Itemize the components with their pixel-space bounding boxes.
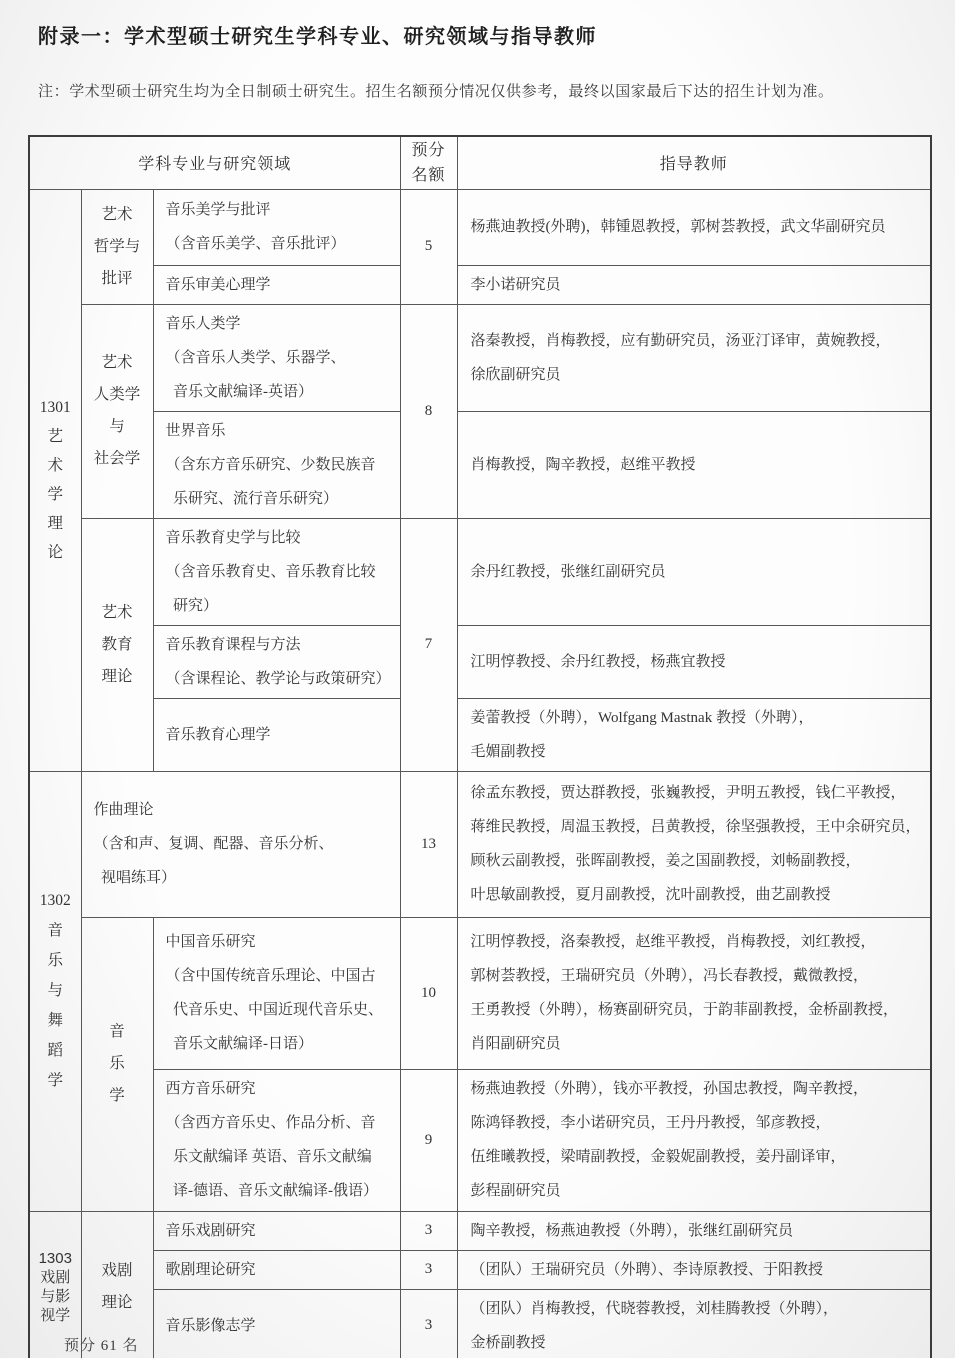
text-line: 歌剧理论研究 — [165, 1261, 256, 1278]
text-line: 世界音乐 — [165, 422, 226, 439]
text-line: 肖阳副研究员 — [470, 1036, 561, 1052]
advisor-cell — [457, 917, 931, 1069]
text-line: 西方音乐研究 — [165, 1081, 256, 1097]
table-row — [29, 1211, 931, 1250]
text-line: 毛媚副教授 — [470, 743, 546, 760]
text-line: 音乐文献编译-日语） — [165, 1036, 313, 1052]
research-area-cell — [153, 917, 400, 1069]
note-text: 注：学术型硕士研究生均为全日制硕士研究生。招生名额预分情况仅供参考，最终以国家最后下达的招生计划为准。 — [38, 84, 834, 100]
research-area-cell — [153, 189, 400, 265]
advisor-cell — [457, 518, 931, 625]
table-row — [29, 189, 931, 265]
program-advisor-table — [28, 135, 932, 1358]
text-line: 蒋维民教授，周温玉教授，吕黄教授，徐坚强教授，王中余研究员， — [470, 819, 921, 835]
text-line: 徐欣副研究员 — [470, 366, 561, 383]
text-line: 杨燕迪教授(外聘)，韩锺恩教授，郭树荟教授，武文华副研究员 — [470, 219, 886, 235]
text-line: 哲学与 — [93, 237, 141, 255]
group-name-cell — [81, 304, 153, 518]
footer-quota-total: 预分 61 名 — [64, 1338, 139, 1354]
text-line: 伍维曦教授，梁晴副教授，金毅妮副教授，姜丹副译审， — [470, 1149, 846, 1165]
text-line: 余丹红教授，张继红副研究员 — [470, 563, 666, 580]
text-line: 学 — [109, 1087, 125, 1104]
advisor-cell — [457, 411, 931, 518]
text-line: （含东方音乐研究、少数民族音 — [165, 456, 376, 473]
text-line: 视学 — [40, 1306, 71, 1324]
advisor-cell — [457, 189, 931, 265]
quota-cell: 13 — [400, 771, 457, 917]
text-line: 陈鸿铎教授，李小诺研究员，王丹丹教授，邹彦教授， — [470, 1115, 831, 1131]
text-line: 音乐影像志学 — [165, 1317, 256, 1334]
research-area-cell — [153, 625, 400, 698]
text-line: 音乐审美心理学 — [165, 276, 271, 293]
text-line: 音乐教育课程与方法 — [165, 636, 301, 653]
table-row — [29, 411, 931, 518]
text-line: 与影 — [40, 1287, 71, 1305]
text-line: （含中国传统音乐理论、中国古 — [165, 968, 376, 984]
text-line: 艺术 — [101, 354, 133, 371]
text-line: 戏剧 — [101, 1261, 133, 1279]
quota-cell: 3 — [400, 1289, 457, 1358]
text-line: 陶辛教授，杨燕迪教授（外聘），张继红副研究员 — [470, 1222, 794, 1239]
page-title: 附录一：学术型硕士研究生学科专业、研究领域与指导教师 — [38, 26, 597, 48]
table-header-row — [29, 136, 931, 189]
research-area-cell — [153, 265, 400, 304]
text-line: 1301 — [39, 399, 71, 416]
text-line: 乐文献编译 英语、音乐文献编 — [165, 1149, 372, 1165]
quota-cell: 3 — [400, 1211, 457, 1250]
research-area-cell — [81, 771, 400, 917]
text-line: 彭程副研究员 — [470, 1183, 561, 1199]
text-line: 音乐人类学 — [165, 315, 241, 332]
research-area-cell — [153, 1250, 400, 1289]
research-area-cell — [153, 698, 400, 771]
quota-cell: 9 — [400, 1069, 457, 1211]
text-line: 音乐文献编译-英语） — [165, 383, 313, 400]
text-line: 与 — [109, 418, 125, 435]
advisor-cell — [457, 1211, 931, 1250]
text-line: 肖梅教授，陶辛教授，赵维平教授 — [470, 456, 696, 473]
table-row — [29, 518, 931, 625]
text-line: 艺术 — [101, 205, 133, 223]
advisor-cell — [457, 265, 931, 304]
text-line: 音乐美学与批评 — [165, 202, 271, 218]
text-line: 叶思敏副教授，夏月副教授，沈叶副教授，曲艺副教授 — [470, 887, 831, 903]
table-row — [29, 698, 931, 771]
text-line: 金桥副教授 — [470, 1334, 546, 1351]
text-line: 戏剧 — [40, 1268, 71, 1286]
text-line: 预分 — [411, 141, 446, 159]
text-line: 姜蕾教授（外聘），Wolfgang Mastnak 教授（外聘）， — [470, 709, 814, 726]
text-line: 乐研究、流行音乐研究） — [165, 490, 339, 507]
quota-cell: 5 — [400, 189, 457, 304]
research-area-cell — [153, 1211, 400, 1250]
header-quota-cell — [400, 136, 457, 189]
header-subject-cell: 学科专业与研究领域 — [29, 136, 400, 189]
text-line: 音乐教育心理学 — [165, 726, 271, 743]
text-line: （含课程论、教学论与政策研究） — [165, 670, 391, 687]
advisor-cell — [457, 1069, 931, 1211]
section-code-cell-1302 — [29, 771, 81, 1211]
table-row — [29, 265, 931, 304]
text-line: （含和声、复调、配器、音乐分析、 — [93, 836, 334, 852]
text-line: 研究） — [165, 597, 219, 614]
text-line: 洛秦教授，肖梅教授，应有勤研究员，汤亚汀译审，黄婉教授， — [470, 332, 891, 349]
text-line: 批评 — [101, 269, 133, 287]
text-line: 顾秋云副教授，张晖副教授，姜之国副教授，刘畅副教授， — [470, 853, 861, 869]
header-advisors-cell: 指导教师 — [457, 136, 931, 189]
text-line: 艺术 — [101, 603, 133, 621]
text-line: 江明惇教授、余丹红教授，杨燕宜教授 — [470, 653, 726, 670]
text-line: 理论 — [101, 667, 133, 685]
text-line: 艺 — [47, 428, 63, 445]
text-line: 1303 — [38, 1249, 72, 1267]
text-line: 李小诺研究员 — [470, 276, 561, 293]
text-line: 音乐教育史学与比较 — [165, 529, 301, 546]
text-line: 舞 — [47, 1012, 63, 1029]
text-line: 乐 — [47, 952, 63, 969]
text-line: 社会学 — [93, 450, 141, 467]
text-line: 乐 — [109, 1055, 125, 1072]
text-line: 教育 — [101, 635, 133, 653]
quota-cell: 10 — [400, 917, 457, 1069]
text-line: （含音乐美学、音乐批评） — [165, 236, 346, 252]
text-line: 江明惇教授，洛秦教授，赵维平教授，肖梅教授，刘红教授， — [470, 934, 876, 950]
text-line: 理论 — [101, 1293, 133, 1311]
text-line: 代音乐史、中国近现代音乐史、 — [165, 1002, 384, 1018]
advisor-cell — [457, 771, 931, 917]
table-row — [29, 1069, 931, 1211]
text-line: （团队）王瑞研究员（外聘）、李诗原教授、于阳教授 — [470, 1261, 824, 1278]
text-line: 王勇教授（外聘），杨赛副研究员，于韵菲副教授，金桥副教授， — [470, 1002, 899, 1018]
text-line: 蹈 — [47, 1042, 63, 1059]
text-line: 理 — [47, 515, 63, 532]
text-line: 术 — [47, 457, 63, 474]
research-area-cell — [153, 518, 400, 625]
text-line: （含音乐教育史、音乐教育比较 — [165, 563, 376, 580]
text-line: 1302 — [39, 892, 71, 909]
text-line: 人类学 — [93, 386, 141, 403]
table-row — [29, 625, 931, 698]
text-line: 学 — [47, 486, 63, 503]
advisor-cell — [457, 698, 931, 771]
quota-cell: 7 — [400, 518, 457, 771]
research-area-cell — [153, 411, 400, 518]
text-line: 中国音乐研究 — [165, 934, 256, 950]
research-area-cell — [153, 1069, 400, 1211]
text-line: 译-德语、音乐文献编译-俄语） — [165, 1183, 378, 1199]
section-code-cell-1301 — [29, 189, 81, 771]
text-line: 音 — [47, 922, 63, 939]
table-row — [29, 1289, 931, 1358]
table-row — [29, 917, 931, 1069]
text-line: 视唱练耳） — [93, 870, 177, 886]
advisor-cell — [457, 304, 931, 411]
research-area-cell — [153, 304, 400, 411]
quota-cell: 3 — [400, 1250, 457, 1289]
table-row — [29, 304, 931, 411]
text-line: （含西方音乐史、作品分析、音 — [165, 1115, 376, 1131]
text-line: 音 — [109, 1023, 125, 1040]
group-name-cell — [81, 917, 153, 1211]
text-line: 杨燕迪教授（外聘），钱亦平教授，孙国忠教授，陶辛教授， — [470, 1081, 869, 1097]
text-line: 与 — [47, 982, 63, 999]
text-line: （团队）肖梅教授，代晓蓉教授，刘桂腾教授（外聘）， — [470, 1300, 839, 1317]
text-line: 音乐戏剧研究 — [165, 1222, 256, 1239]
advisor-cell — [457, 625, 931, 698]
text-line: （含音乐人类学、乐器学、 — [165, 349, 346, 366]
table-row — [29, 1250, 931, 1289]
text-line: 学 — [47, 1072, 63, 1089]
advisor-cell — [457, 1289, 931, 1358]
advisor-cell — [457, 1250, 931, 1289]
research-area-cell — [153, 1289, 400, 1358]
text-line: 作曲理论 — [93, 802, 154, 818]
table-row — [29, 771, 931, 917]
text-line: 名额 — [411, 166, 446, 184]
text-line: 徐孟东教授，贾达群教授，张巍教授，尹明五教授，钱仁平教授， — [470, 785, 906, 801]
group-name-cell — [81, 189, 153, 304]
group-name-cell — [81, 518, 153, 771]
text-line: 郭树荟教授，王瑞研究员（外聘），冯长春教授，戴微教授， — [470, 968, 869, 984]
text-line: 论 — [47, 544, 63, 561]
quota-cell: 8 — [400, 304, 457, 518]
